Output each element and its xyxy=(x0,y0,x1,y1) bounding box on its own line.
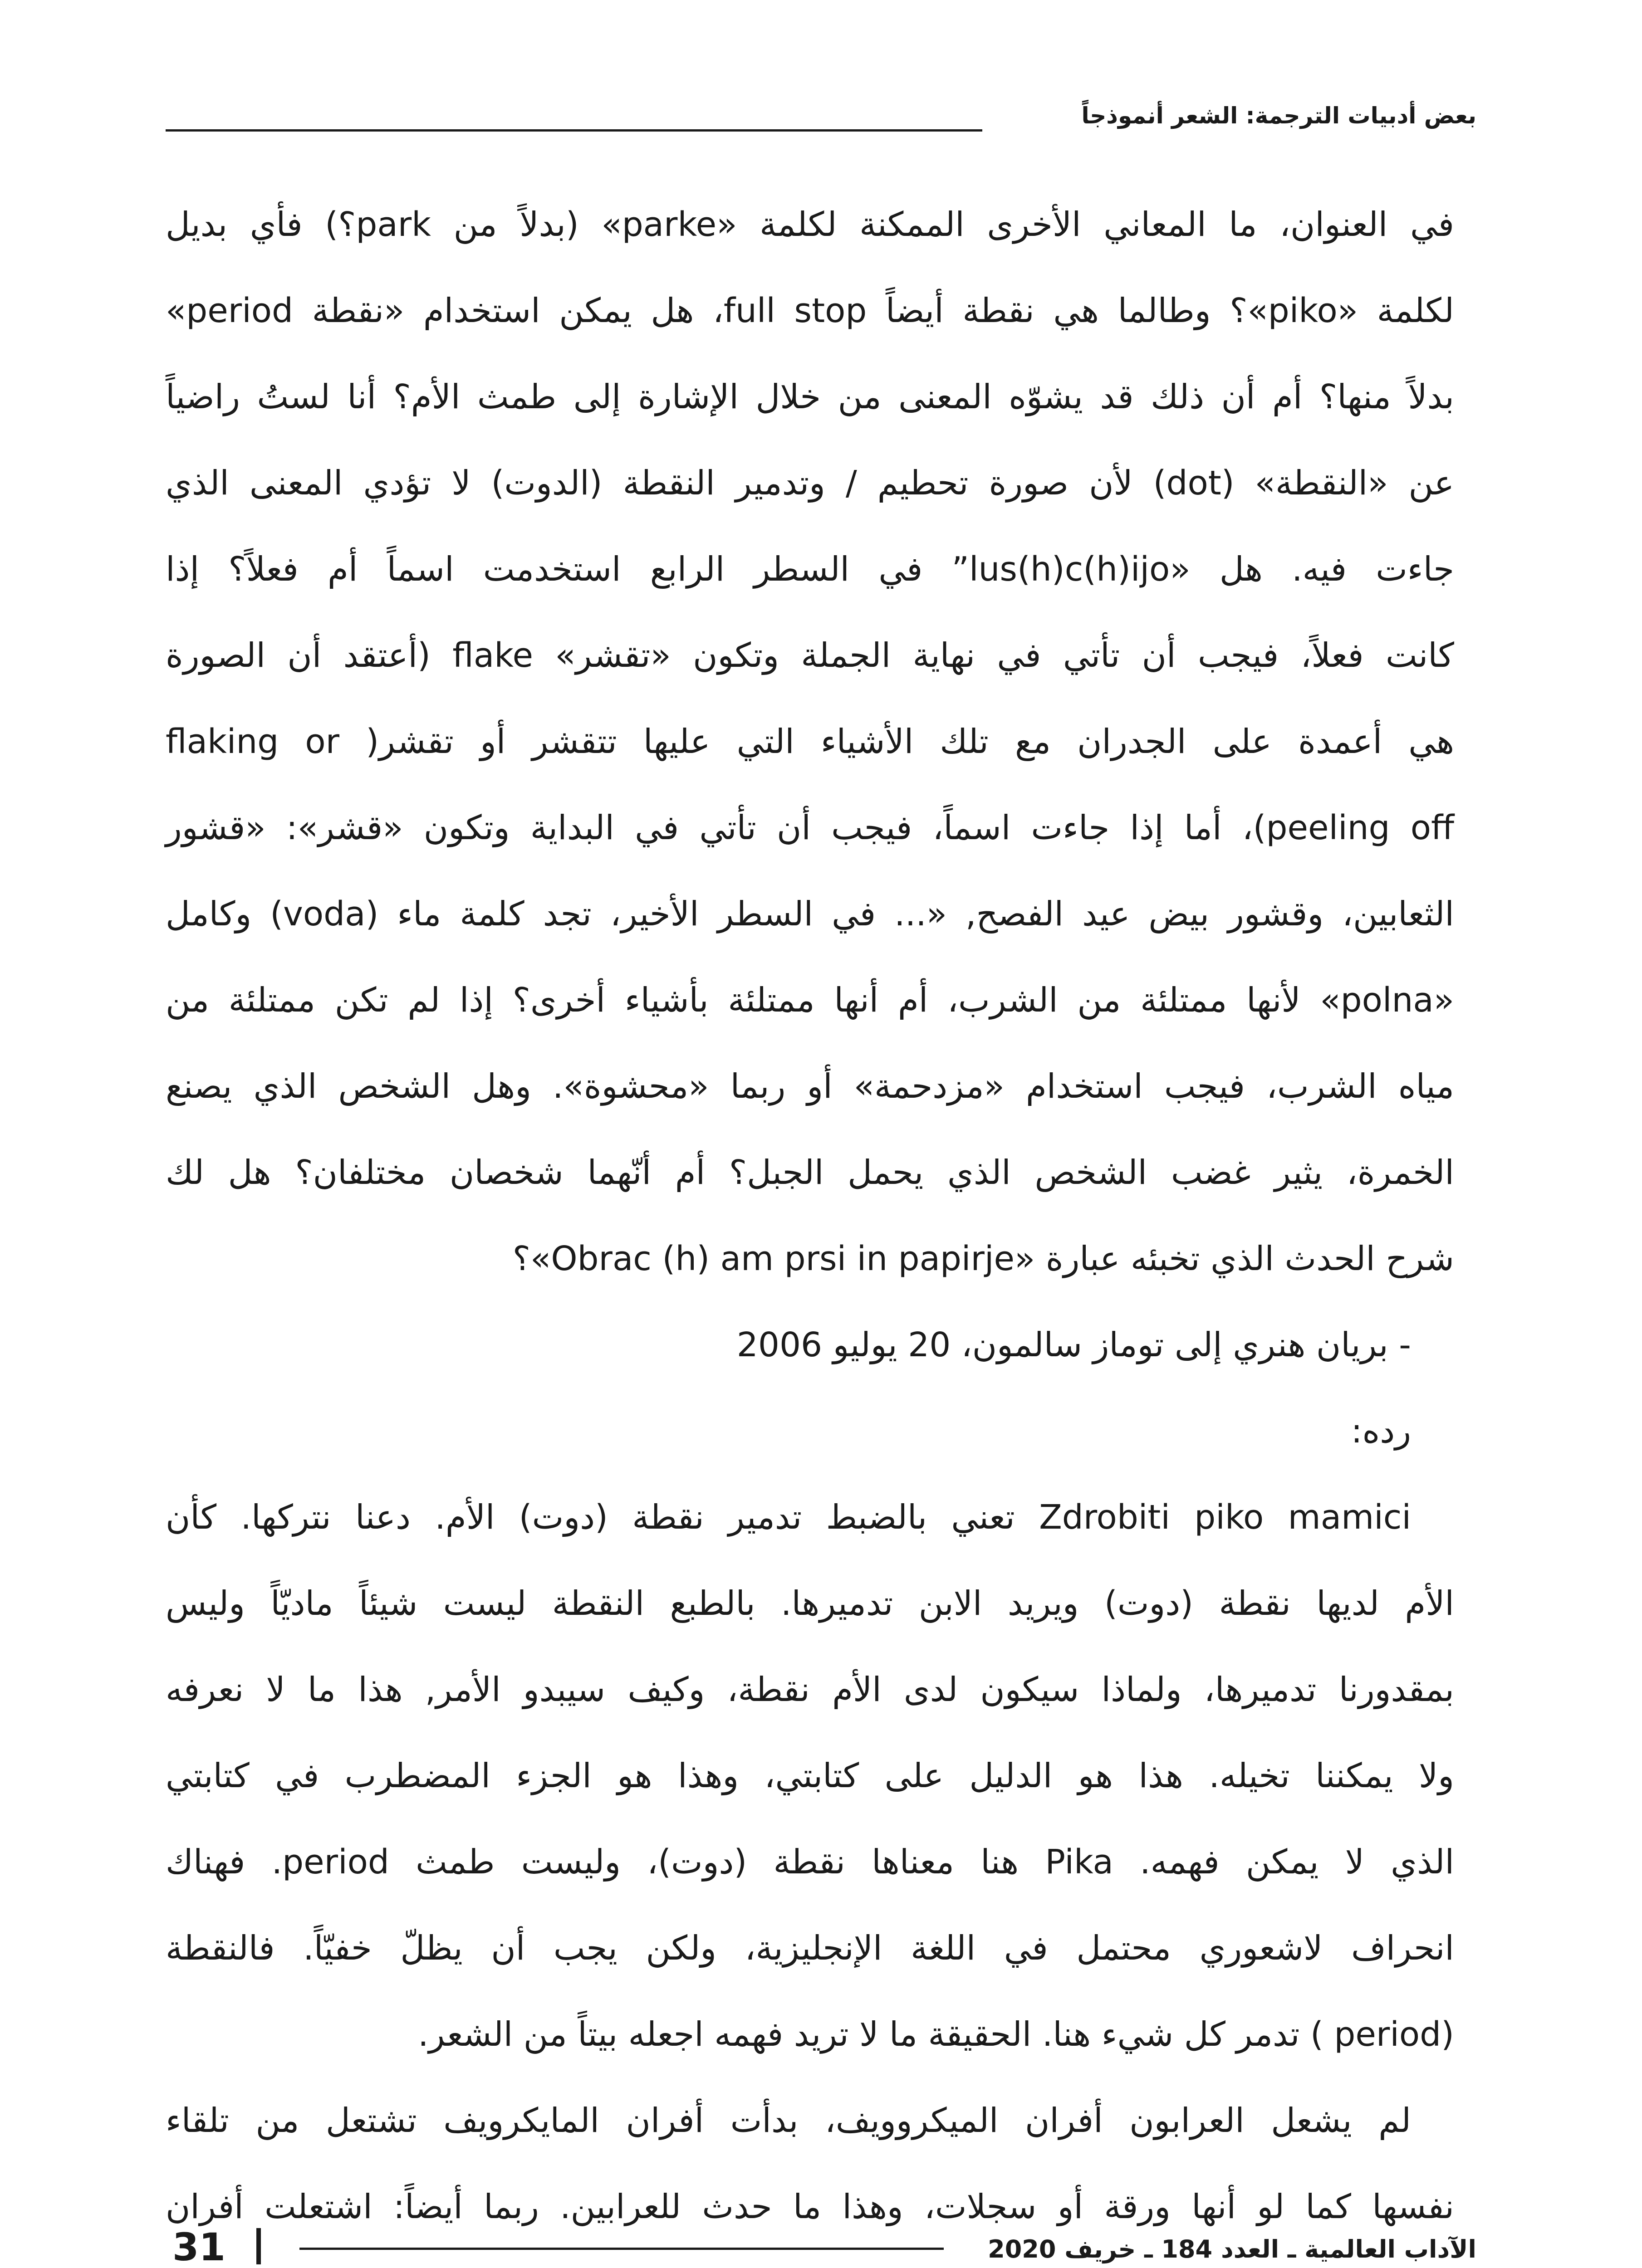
text-line: لكلمة «piko»؟ وطالما هي نقطة أيضاً full stop، هل يمكن استخدام «نقطة period» xyxy=(166,291,1454,330)
text-line: في العنوان، ما المعاني الأخرى الممكنة لكلمة «parke» (بدلاً من park؟) فأي بديل xyxy=(166,205,1454,244)
text-line: الثعابين، وقشور بيض عيد الفصح, «... في السطر الأخير، تجد كلمة ماء (voda) وكامل xyxy=(166,894,1454,934)
text-line: (period ) تدمر كل شيء هنا. الحقيقة ما لا تريد فهمه اجعله بيتاً من الشعر. xyxy=(418,2015,1454,2054)
text-line: بدلاً منها؟ أم أن ذلك قد يشوّه المعنى من خلال الإشارة إلى طمث الأم؟ أنا لستُ راضياً xyxy=(166,377,1454,416)
text-line: الذي لا يمكن فهمه. Pika هنا معناها نقطة (دوت)، وليست طمث period. فهناك xyxy=(166,1843,1455,1882)
text-line: مياه الشرب، فيجب استخدام «مزدحمة» أو ربما «محشوة». وهل الشخص الذي يصنع xyxy=(166,1067,1454,1106)
text-line: بمقدورنا تدميرها، ولماذا سيكون لدى الأم نقطة، وكيف سيبدو الأمر, هذا ما لا نعرفه xyxy=(166,1670,1454,1709)
running-header-title: بعض أدبيات الترجمة: الشعر أنموذجاً xyxy=(1081,103,1476,129)
text-line: ولا يمكننا تخيله. هذا هو الدليل على كتابتي، وهذا هو الجزء المضطرب في كتابتي xyxy=(166,1756,1454,1795)
letter-attribution: - بريان هنري إلى توماز سالمون، 20 يوليو 2006 xyxy=(736,1325,1411,1364)
text-line: «polna» لأنها ممتلئة من الشرب، أم أنها ممتلئة بأشياء أخرى؟ إذا لم تكن ممتلئة من xyxy=(166,981,1454,1020)
text-line: لم يشعل العرابون أفران الميكروويف، بدأت أفران المايكرويف تشتعل من تلقاء xyxy=(166,2101,1411,2140)
text-line: انحراف لاشعوري محتمل في اللغة الإنجليزية، ولكن يجب أن يظلّ خفيّاً. فالنقطة xyxy=(166,1929,1454,1968)
text-line: نفسها كما لو أنها ورقة أو سجلات، وهذا ما حدث للعرابين. ربما أيضاً: اشتعلت أفران xyxy=(166,2187,1454,2226)
header-rule xyxy=(166,129,982,132)
text-line: جاءت فيه. هل «lus(h)c(h)ijo” في السطر الرابع استخدمت اسماً أم فعلاً؟ إذا xyxy=(166,550,1454,589)
footer-rule xyxy=(299,2248,944,2250)
footer-separator-bar xyxy=(256,2228,261,2264)
text-line: peeling off)، أما إذا جاءت اسماً، فيجب أن تأتي في البداية وتكون «قشر»: «قشور xyxy=(166,808,1455,847)
text-line: هي أعمدة على الجدران مع تلك الأشياء التي عليها تتقشر أو تقشر( flaking or xyxy=(166,722,1455,761)
page-number: 31 xyxy=(172,2225,225,2268)
text-line: شرح الحدث الذي تخبئه عبارة «Obrac (h) am prsi in papirje»؟ xyxy=(512,1239,1454,1278)
footer-journal-issue: الآداب العالمية ـ العدد 184 ـ خريف 2020 xyxy=(988,2235,1476,2263)
reply-label: رده: xyxy=(1351,1412,1411,1451)
text-line: كانت فعلاً، فيجب أن تأتي في نهاية الجملة وتكون «تقشر» flake (أعتقد أن الصورة xyxy=(166,636,1454,675)
article-body xyxy=(166,181,1454,2268)
text-line: Zdrobiti piko mamici تعني بالضبط تدمير نقطة (دوت) الأم. دعنا نتركها. كأن xyxy=(166,1498,1412,1537)
text-line: الأم لديها نقطة (دوت) ويريد الابن تدميرها. بالطبع النقطة ليست شيئاً ماديّاً وليس xyxy=(166,1584,1454,1623)
text-line: الخمرة، يثير غضب الشخص الذي يحمل الجبل؟ أم أنّهما شخصان مختلفان؟ هل لك xyxy=(166,1153,1454,1192)
text-line: عن «النقطة» (dot) لأن صورة تحطيم / وتدمير النقطة (الدوت) لا تؤدي المعنى الذي xyxy=(166,464,1454,503)
